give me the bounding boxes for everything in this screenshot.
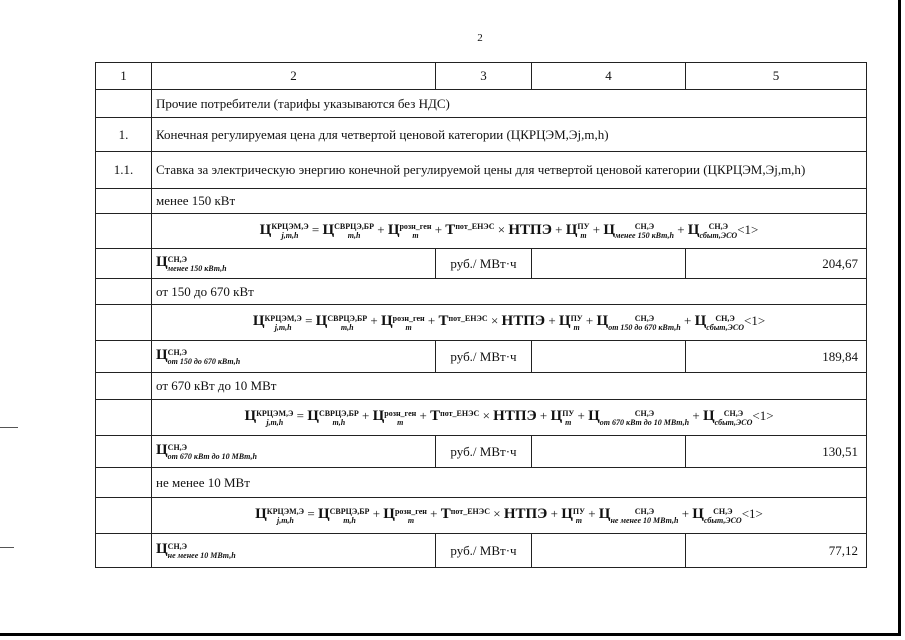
formula: Ц КРЦЭМ,Э j,m,h = Ц СВРЦЭ,БР m,h + Ц розн_ген m + T пот_ЕНЭС × НТПЭ + Ц ПУ m + Ц СН,Э не менее 10 МВт,h + Ц СН,Э сбыт,ЭСО <1>	[152, 498, 867, 534]
formula-term: Ц СН,Э сбыт,ЭСО	[702, 408, 753, 427]
price-value: 77,12	[686, 534, 867, 568]
price-value: 189,84	[686, 341, 867, 373]
price-value: 204,67	[686, 249, 867, 279]
formula-term: Ц ПУ m	[561, 506, 585, 525]
formula-row	[96, 214, 867, 249]
formula-term: Ц КРЦЭМ,Э j,m,h	[259, 221, 309, 240]
table-row	[96, 90, 867, 118]
header-cell: 5	[686, 63, 867, 90]
group-title: Прочие потребители (тарифы указываются без НДС)	[152, 90, 867, 118]
tier-label: менее 150 кВт	[152, 189, 867, 214]
formula-term: Ц ПУ m	[558, 313, 583, 332]
formula-term: T пот_ЕНЭС	[440, 506, 490, 523]
formula-term: Ц СВРЦЭ,БР m,h	[322, 221, 374, 240]
formula: Ц КРЦЭМ,Э j,m,h = Ц СВРЦЭ,БР m,h + Ц розн_ген m + T пот_ЕНЭС × НТПЭ + Ц ПУ m + Ц СН,Э от 670 кВт до 10 МВт,h + Ц СН,Э сбыт,ЭСО <1>	[152, 400, 867, 436]
header-cell: 3	[436, 63, 532, 90]
formula-row	[96, 498, 867, 534]
formula-term: T пот_ЕНЭС	[430, 408, 480, 425]
price-symbol: Ц СН,Э не менее 10 МВт,h	[152, 534, 436, 568]
formula-term: Ц СВРЦЭ,БР m,h	[315, 313, 368, 332]
table-row	[96, 341, 867, 373]
unit: руб./ МВт·ч	[436, 249, 532, 279]
table-row	[96, 279, 867, 305]
table-row	[96, 152, 867, 189]
table-header-row	[96, 63, 867, 90]
scan-mark	[0, 427, 18, 428]
formula-term: Ц розн_ген m	[387, 221, 432, 240]
tier-label: от 150 до 670 кВт	[152, 279, 867, 305]
price-symbol: Ц СН,Э от 150 до 670 кВт,h	[152, 341, 436, 373]
tier-label: не менее 10 МВт	[152, 468, 867, 498]
tariff-table	[95, 62, 867, 568]
scan-mark	[0, 547, 14, 548]
formula-term: Ц СН,Э сбыт,ЭСО	[692, 506, 742, 525]
formula-term: Ц СН,Э сбыт,ЭСО	[694, 313, 744, 332]
price-symbol: Ц СН,Э менее 150 кВт,h	[152, 249, 436, 279]
price-symbol: Ц СН,Э от 670 кВт до 10 МВт,h	[152, 436, 436, 468]
formula: Ц КРЦЭМ,Э j,m,h = Ц СВРЦЭ,БР m,h + Ц розн_ген m + T пот_ЕНЭС × НТПЭ + Ц ПУ m + Ц СН,Э менее 150 кВт,h + Ц СН,Э сбыт,ЭСО <1>	[152, 214, 867, 249]
formula-term: T пот_ЕНЭС	[438, 313, 488, 330]
item-title: Конечная регулируемая цена для четвертой ценовой категории (ЦКРЦЭМ,Эj,m,h)	[152, 118, 867, 152]
formula-term: Ц розн_ген m	[381, 313, 425, 332]
header-cell: 4	[532, 63, 686, 90]
row-number: 1.	[96, 118, 152, 152]
formula-row	[96, 305, 867, 341]
formula-term: Ц розн_ген m	[383, 506, 427, 525]
formula-term: Ц ПУ m	[550, 408, 575, 427]
formula-term: Ц СН,Э от 150 до 670 кВт,h	[596, 313, 681, 332]
table-row	[96, 373, 867, 400]
formula-term: Ц СН,Э не менее 10 МВт,h	[598, 506, 679, 525]
formula-row	[96, 400, 867, 436]
tier-label: от 670 кВт до 10 МВт	[152, 373, 867, 400]
table-row	[96, 436, 867, 468]
table-row	[96, 118, 867, 152]
formula-term: Ц СН,Э сбыт,ЭСО	[687, 221, 738, 240]
row-number: 1.1.	[96, 152, 152, 189]
formula-term: Ц КРЦЭМ,Э j,m,h	[255, 506, 305, 525]
table-row	[96, 534, 867, 568]
unit: руб./ МВт·ч	[436, 436, 532, 468]
formula-term: Ц ПУ m	[565, 221, 590, 240]
formula-term: Ц СН,Э от 670 кВт до 10 МВт,h	[588, 408, 690, 427]
formula-term: Ц СВРЦЭ,БР m,h	[317, 506, 370, 525]
table-row	[96, 468, 867, 498]
formula-term: Ц КРЦЭМ,Э j,m,h	[252, 313, 302, 332]
formula-term: Ц КРЦЭМ,Э j,m,h	[244, 408, 294, 427]
page-number: 2	[477, 32, 483, 44]
header-cell: 2	[152, 63, 436, 90]
table-row	[96, 189, 867, 214]
header-cell: 1	[96, 63, 152, 90]
price-value: 130,51	[686, 436, 867, 468]
unit: руб./ МВт·ч	[436, 341, 532, 373]
formula-term: Ц СВРЦЭ,БР m,h	[307, 408, 359, 427]
formula: Ц КРЦЭМ,Э j,m,h = Ц СВРЦЭ,БР m,h + Ц розн_ген m + T пот_ЕНЭС × НТПЭ + Ц ПУ m + Ц СН,Э от 150 до 670 кВт,h + Ц СН,Э сбыт,ЭСО <1>	[152, 305, 867, 341]
item-title: Ставка за электрическую энергию конечной регулируемой цены для четвертой ценовой категории (ЦКРЦЭМ,Эj,m,h)	[152, 152, 867, 189]
formula-term: T пот_ЕНЭС	[445, 221, 495, 238]
formula-term: Ц розн_ген m	[372, 408, 417, 427]
formula-term: Ц СН,Э менее 150 кВт,h	[603, 221, 674, 240]
table-row	[96, 249, 867, 279]
unit: руб./ МВт·ч	[436, 534, 532, 568]
